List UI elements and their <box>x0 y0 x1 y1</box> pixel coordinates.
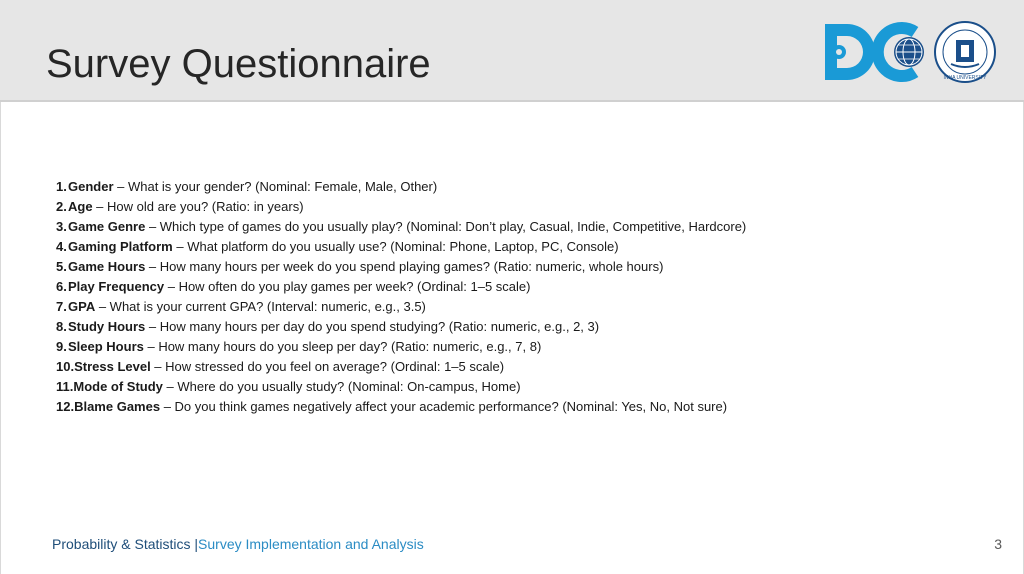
inha-university-seal-icon <box>935 22 995 82</box>
question-item <box>56 377 746 397</box>
question-text: – How many hours per day do you spend studying? (Ratio: numeric, e.g., 2, 3) <box>145 319 600 334</box>
question-text: – Do you think games negatively affect your academic performance? (Nominal: Yes, No, Not sure) <box>160 399 728 414</box>
footer-course: Probability & Statistics | <box>52 536 199 552</box>
question-text: – How many hours do you sleep per day? (Ratio: numeric, e.g., 7, 8) <box>143 339 542 354</box>
question-number: 8. <box>56 319 67 334</box>
question-text: – What is your gender? (Nominal: Female, Male, Other) <box>113 179 438 194</box>
question-list <box>56 177 746 417</box>
question-item <box>56 337 746 357</box>
question-label: Game Genre <box>68 219 146 234</box>
question-text: – How stressed do you feel on average? (Ordinal: 1–5 scale) <box>150 359 505 374</box>
question-text: – What is your current GPA? (Interval: numeric, e.g., 3.5) <box>95 299 426 314</box>
question-text: – How many hours per week do you spend playing games? (Ratio: numeric, whole hours) <box>145 259 664 274</box>
question-item <box>56 257 746 277</box>
question-label: Gender <box>68 179 114 194</box>
question-number: 1. <box>56 179 67 194</box>
question-label: Study Hours <box>68 319 146 334</box>
question-item <box>56 357 746 377</box>
question-number: 2. <box>56 199 67 214</box>
question-number: 11. <box>56 379 74 394</box>
question-number: 3. <box>56 219 67 234</box>
footer-topic: Survey Implementation and Analysis <box>198 536 424 552</box>
slide-footer <box>52 536 424 552</box>
dc-logo-icon <box>825 24 875 80</box>
question-item <box>56 297 746 317</box>
question-text: – What platform do you usually use? (Nominal: Phone, Laptop, PC, Console) <box>172 239 619 254</box>
question-text: – How often do you play games per week? (Ordinal: 1–5 scale) <box>164 279 531 294</box>
question-item <box>56 397 746 417</box>
question-item <box>56 277 746 297</box>
question-label: Sleep Hours <box>68 339 144 354</box>
question-label: Age <box>68 199 93 214</box>
question-label: Gaming Platform <box>68 239 173 254</box>
question-number: 9. <box>56 339 67 354</box>
question-item <box>56 177 746 197</box>
question-item <box>56 217 746 237</box>
question-number: 7. <box>56 299 67 314</box>
question-text: – Where do you usually study? (Nominal: On-campus, Home) <box>162 379 521 394</box>
svg-text:INHA UNIVERSITY: INHA UNIVERSITY <box>943 75 987 81</box>
question-item <box>56 237 746 257</box>
page-number: 3 <box>994 536 1002 552</box>
question-label: Game Hours <box>68 259 146 274</box>
question-label: Mode of Study <box>73 379 163 394</box>
question-label: Blame Games <box>74 399 161 414</box>
question-text: – Which type of games do you usually play? (Nominal: Don’t play, Casual, Indie, Competitive, Hardcore) <box>145 219 747 234</box>
question-number: 12. <box>56 399 75 414</box>
slide-title: Survey Questionnaire <box>46 42 431 86</box>
slide-header <box>0 0 1024 102</box>
question-number: 6. <box>56 279 67 294</box>
question-item <box>56 197 746 217</box>
question-text: – How old are you? (Ratio: in years) <box>92 199 304 214</box>
university-logos <box>823 18 998 86</box>
question-number: 5. <box>56 259 67 274</box>
question-label: GPA <box>68 299 96 314</box>
question-label: Play Frequency <box>68 279 165 294</box>
question-number: 4. <box>56 239 67 254</box>
globe-seal-logo-icon <box>878 28 924 76</box>
question-item <box>56 317 746 337</box>
question-label: Stress Level <box>74 359 151 374</box>
question-number: 10. <box>56 359 75 374</box>
